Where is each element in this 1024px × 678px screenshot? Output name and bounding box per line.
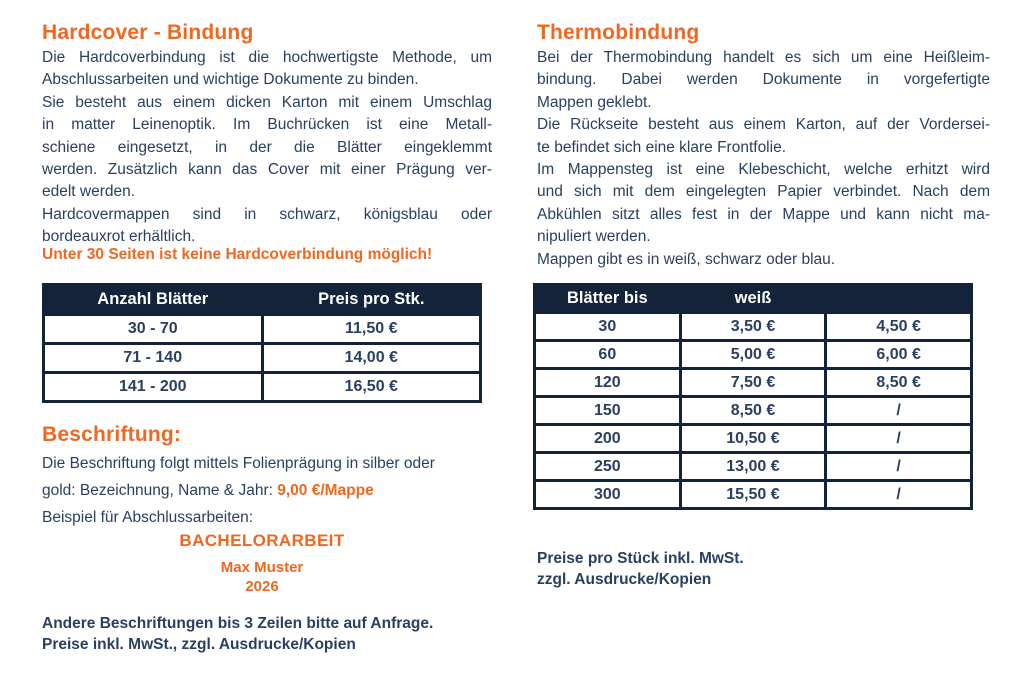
beschriftung-note-2: Preise inkl. MwSt., zzgl. Ausdrucke/Kopien: [42, 636, 356, 653]
table-cell: 5,00 €: [680, 341, 826, 369]
paragraph-line: Hardcovermappen sind in schwarz, königsblau oder: [42, 205, 492, 223]
example-name: Max Muster: [220, 559, 304, 576]
paragraph-line: werden. Zusätzlich kann das Cover mit einer Prägung ver-: [42, 161, 492, 179]
beschriftung-line-1: Die Beschriftung folgt mittels Folienprägung in silber oder: [42, 455, 435, 472]
table-cell: 13,00 €: [680, 453, 826, 481]
paragraph-line: bordeauxrot erhältlich.: [42, 228, 196, 246]
hardcover-paragraph: [42, 47, 492, 249]
table-cell: /: [826, 425, 972, 453]
paragraph-line: Die Hardcoverbindung ist die hochwertigste Methode, um: [42, 49, 492, 66]
example-year: 2026: [245, 578, 279, 595]
price-highlight: 9,00 €/Mappe: [277, 482, 374, 499]
hardcover-title: Hardcover - Bindung: [42, 21, 254, 44]
table-cell: 10,50 €: [680, 425, 826, 453]
table-row: [535, 397, 972, 425]
paragraph-line: Abschlussarbeiten und wichtige Dokumente zu binden.: [42, 71, 419, 89]
table-cell: /: [826, 453, 972, 481]
table-header-cell: weiß: [680, 285, 826, 313]
table-cell: 120: [535, 369, 681, 397]
paragraph-line: Mappen geklebt.: [537, 93, 652, 111]
table-cell: 3,50 €: [680, 313, 826, 341]
table-cell: 250: [535, 453, 681, 481]
table-cell: 11,50 €: [262, 315, 481, 344]
paragraph-line: nipuliert werden.: [537, 228, 651, 246]
example-block: [42, 531, 482, 595]
table-cell: 30 - 70: [44, 315, 263, 344]
paragraph-line: Abkühlen sitzt alles fest in der Mappe und kann nicht ma-: [537, 205, 990, 223]
beschriftung-text: [42, 450, 492, 531]
beschriftung-note-1: Andere Beschriftungen bis 3 Zeilen bitte auf Anfrage.: [42, 615, 434, 632]
table-row: [535, 481, 972, 509]
hardcover-warning: Unter 30 Seiten ist keine Hardcoverbindung möglich!: [42, 246, 433, 263]
table-cell: 71 - 140: [44, 344, 263, 373]
beschriftung-title: Beschriftung:: [42, 423, 182, 446]
paragraph-line: te befindet sich eine klare Frontfolie.: [537, 138, 786, 156]
thermo-price-table: [533, 283, 973, 510]
table-row: [44, 373, 481, 402]
table-cell: 300: [535, 481, 681, 509]
table-cell: 6,00 €: [826, 341, 972, 369]
paragraph-line: und sich mit dem eingelegten Papier verbindet. Nach dem: [537, 183, 990, 201]
paragraph-line: Bei der Thermobindung handelt es sich um eine Heißleim-: [537, 49, 990, 66]
table-row: [535, 425, 972, 453]
table-cell: 4,50 €: [826, 313, 972, 341]
table-cell: 141 - 200: [44, 373, 263, 402]
table-row: [535, 369, 972, 397]
table-cell: 30: [535, 313, 681, 341]
beschriftung-line-2: [42, 477, 492, 504]
table-header-row: [44, 285, 481, 315]
beschriftung-notes: [42, 613, 433, 655]
table-row: [535, 341, 972, 369]
thermo-paragraph: [537, 47, 990, 271]
table-row: [44, 315, 481, 344]
table-cell: 7,50 €: [680, 369, 826, 397]
table-cell: 200: [535, 425, 681, 453]
table-cell: 8,50 €: [826, 369, 972, 397]
table-cell: 14,00 €: [262, 344, 481, 373]
paragraph-line: Sie besteht aus einem dicken Karton mit einem Umschlag: [42, 93, 492, 111]
beschriftung-line-3: Beispiel für Abschlussarbeiten:: [42, 509, 254, 526]
thermo-title: Thermobindung: [537, 21, 700, 44]
table-header-row: [535, 285, 972, 313]
hardcover-price-table: [42, 283, 482, 403]
table-cell: 150: [535, 397, 681, 425]
table-row: [535, 453, 972, 481]
table-header-cell: Anzahl Blätter: [44, 285, 263, 315]
table-header-cell: Preis pro Stk.: [262, 285, 481, 315]
paragraph-line: Im Mappensteg ist eine Klebeschicht, welche erhitzt wird: [537, 161, 990, 179]
table-cell: /: [826, 397, 972, 425]
table-header-cell: Blätter bis: [535, 285, 681, 313]
table-cell: 15,50 €: [680, 481, 826, 509]
paragraph-line: schiene eingesetzt, in der die Blätter eingeklemmt: [42, 138, 492, 156]
table-cell: /: [826, 481, 972, 509]
paragraph-line: bindung. Dabei werden Dokumente in vorgefertigte: [537, 71, 990, 89]
paragraph-line: in matter Leinenoptik. Im Buchrücken ist eine Metall-: [42, 116, 492, 134]
table-row: [535, 313, 972, 341]
thermo-note-1: Preise pro Stück inkl. MwSt.: [537, 550, 744, 567]
paragraph-line: edelt werden.: [42, 183, 136, 201]
table-cell: 60: [535, 341, 681, 369]
beschriftung-line-2-prefix: gold: Bezeichnung, Name & Jahr:: [42, 482, 278, 499]
table-row: [44, 344, 481, 373]
thermo-notes: [537, 548, 744, 590]
example-title: BACHELORARBEIT: [179, 531, 345, 550]
paragraph-line: Mappen gibt es in weiß, schwarz oder blau.: [537, 250, 836, 268]
table-cell: 8,50 €: [680, 397, 826, 425]
thermo-note-2: zzgl. Ausdrucke/Kopien: [537, 571, 712, 588]
paragraph-line: Die Rückseite besteht aus einem Karton, auf der Vordersei-: [537, 116, 990, 134]
table-header-cell: [826, 285, 972, 313]
table-cell: 16,50 €: [262, 373, 481, 402]
